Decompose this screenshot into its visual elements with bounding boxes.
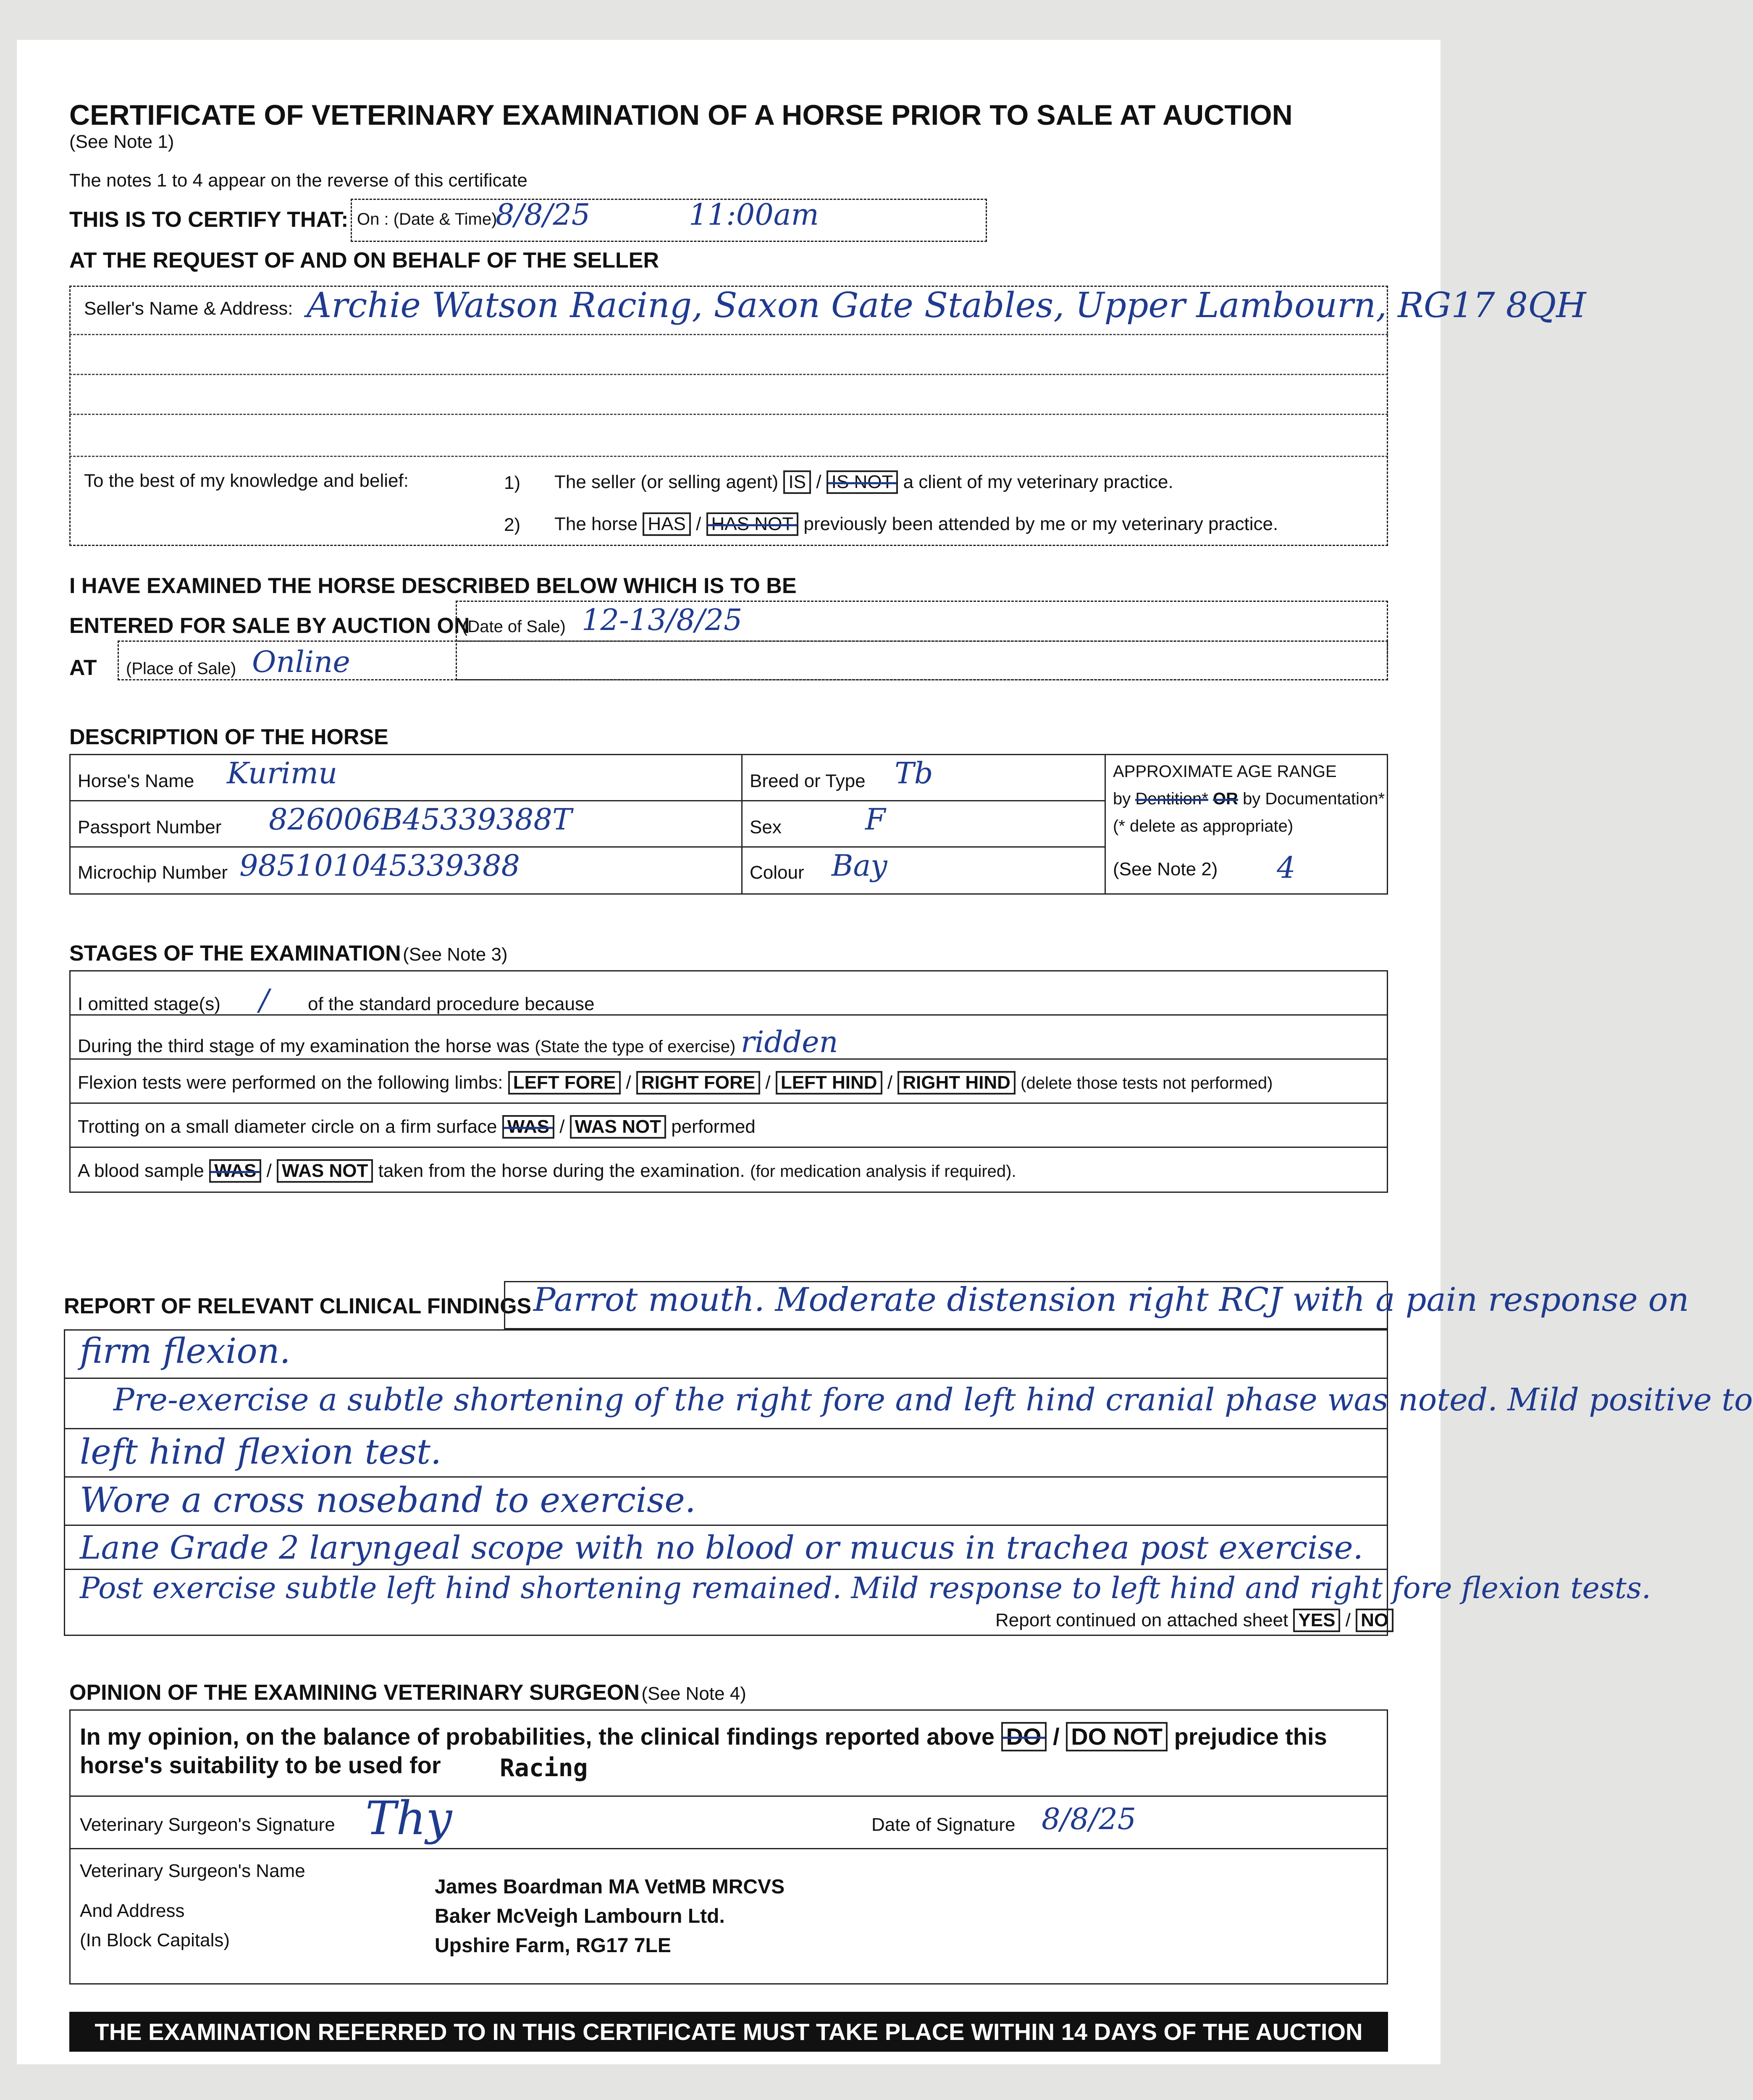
- trot-row: Trotting on a small diameter circle on a firm surface WAS / WAS NOT performed: [78, 1115, 756, 1139]
- colour-value[interactable]: Bay: [832, 848, 887, 883]
- report-rule-1: [64, 1378, 1388, 1379]
- report-line[interactable]: Post exercise subtle left hind shortening remained. Mild response to left hind and right fore flexion tests.: [80, 1571, 1651, 1605]
- blood-small: (for medication analysis if required).: [750, 1162, 1016, 1181]
- stages-heading: [69, 941, 508, 966]
- microchip-value[interactable]: 985101045339388: [239, 848, 520, 883]
- seller-value[interactable]: Archie Watson Racing, Saxon Gate Stables, Upper Lambourn, RG17 8QH: [307, 286, 1586, 326]
- sex-value[interactable]: F: [865, 802, 886, 837]
- report-rule-2: [64, 1428, 1388, 1429]
- sep: /: [696, 514, 701, 534]
- flexion-left-hind[interactable]: LEFT HIND: [776, 1071, 882, 1095]
- horse-name-value[interactable]: Kurimu: [227, 756, 338, 790]
- opinion-heading-note: (See Note 4): [641, 1683, 746, 1704]
- opinion-use-value[interactable]: Racing: [500, 1754, 588, 1782]
- age-dentition[interactable]: Dentition*: [1135, 790, 1208, 808]
- breed-value[interactable]: Tb: [895, 756, 933, 790]
- opinion-rule-2: [69, 1848, 1388, 1849]
- opinion-text-2: prejudice this: [1174, 1723, 1327, 1750]
- third-small: (State the type of exercise): [535, 1037, 736, 1056]
- place-of-sale-label: (Place of Sale): [126, 659, 236, 678]
- request-label: AT THE REQUEST OF AND ON BEHALF OF THE SELLER: [69, 248, 659, 273]
- opinion-text-3: horse's suitability to be used for: [80, 1752, 441, 1778]
- microchip-label: Microchip Number: [78, 862, 228, 883]
- stages-heading-text: STAGES OF THE EXAMINATION: [69, 941, 401, 966]
- knowledge-item-1: [554, 470, 1173, 494]
- vet-stamp-address: Upshire Farm, RG17 7LE: [435, 1935, 671, 1957]
- omitted-post: of the standard procedure because: [307, 994, 595, 1014]
- is-not-option[interactable]: IS NOT: [827, 470, 898, 494]
- knowledge-item-2: [554, 512, 1278, 536]
- certify-time[interactable]: 11:00am: [689, 197, 819, 232]
- desc-col-divider-1: [741, 754, 743, 895]
- passport-value[interactable]: 826006B45339388T: [269, 802, 572, 837]
- age-value[interactable]: 4: [1277, 850, 1296, 885]
- flexion-right-hind[interactable]: RIGHT HIND: [897, 1071, 1016, 1095]
- report-rule-5: [64, 1569, 1388, 1570]
- report-first-line[interactable]: Parrot mouth. Moderate distension right RCJ with a pain response on: [533, 1281, 1689, 1319]
- knowledge-item-1-post: a client of my veterinary practice.: [903, 472, 1173, 492]
- desc-col-divider-2: [1105, 754, 1106, 895]
- trot-pre: Trotting on a small diameter circle on a firm surface: [78, 1116, 497, 1137]
- seller-label: Seller's Name & Address:: [84, 298, 293, 319]
- stages-heading-note: (See Note 3): [403, 944, 508, 965]
- blood-post: taken from the horse during the examination.: [378, 1160, 745, 1181]
- desc-row-divider-2: [69, 846, 1105, 848]
- date-of-signature-value[interactable]: 8/8/25: [1042, 1802, 1136, 1836]
- age-range-title: APPROXIMATE AGE RANGE: [1113, 762, 1337, 781]
- vet-stamp-name: James Boardman MA VetMB MRCVS: [435, 1876, 785, 1898]
- report-line[interactable]: Pre-exercise a subtle shortening of the right fore and left hind cranial phase was noted. Mild positive to: [113, 1382, 1753, 1418]
- has-not-option[interactable]: HAS NOT: [706, 512, 799, 536]
- seller-line-3: [69, 414, 1388, 415]
- report-continued-label: Report continued on attached sheet: [995, 1610, 1289, 1630]
- report-continued: Report continued on attached sheet YES / NO: [995, 1609, 1393, 1632]
- has-option[interactable]: HAS: [643, 512, 690, 536]
- report-line[interactable]: firm flexion.: [80, 1331, 291, 1371]
- place-of-sale-value[interactable]: Online: [252, 645, 350, 679]
- trot-was-not-option[interactable]: WAS NOT: [570, 1115, 666, 1139]
- sex-label: Sex: [750, 817, 782, 837]
- examined-line-2: ENTERED FOR SALE BY AUCTION ON: [69, 614, 470, 638]
- date-of-signature-label: Date of Signature: [871, 1814, 1016, 1835]
- report-yes-option[interactable]: YES: [1293, 1609, 1340, 1632]
- omitted-value[interactable]: /: [259, 983, 269, 1017]
- report-line[interactable]: left hind flexion test.: [80, 1432, 442, 1472]
- age-by: by: [1113, 790, 1131, 808]
- third-stage-row: [78, 1025, 838, 1059]
- opinion-text-1: In my opinion, on the balance of probabilities, the clinical findings reported above: [80, 1723, 995, 1750]
- third-pre: During the third stage of my examination the horse was: [78, 1036, 530, 1056]
- opinion-rule-1: [69, 1796, 1388, 1797]
- knowledge-item-2-num: 2): [504, 514, 521, 535]
- report-heading: REPORT OF RELEVANT CLINICAL FINDINGS: [64, 1294, 532, 1318]
- opinion-text-row: In my opinion, on the balance of probabilities, the clinical findings reported above DO / DO NOT prejudice this: [80, 1722, 1327, 1751]
- signature-value[interactable]: Thy: [365, 1791, 452, 1845]
- notes-text: The notes 1 to 4 appear on the reverse of this certificate: [69, 170, 527, 191]
- trot-post: performed: [671, 1116, 756, 1137]
- vet-stamp-company: Baker McVeigh Lambourn Ltd.: [435, 1905, 725, 1927]
- at-label: AT: [69, 656, 97, 680]
- opinion-do-option[interactable]: DO: [1001, 1722, 1047, 1751]
- breed-label: Breed or Type: [750, 771, 866, 791]
- knowledge-label: To the best of my knowledge and belief:: [84, 470, 409, 491]
- knowledge-item-1-num: 1): [504, 472, 521, 493]
- knowledge-item-2-pre: The horse: [554, 514, 638, 534]
- age-or: OR: [1212, 790, 1238, 808]
- omitted-pre: I omitted stage(s): [78, 994, 220, 1014]
- flexion-right-fore[interactable]: RIGHT FORE: [636, 1071, 760, 1095]
- vet-name-label: Veterinary Surgeon's Name: [80, 1861, 305, 1881]
- age-delete-note: (* delete as appropriate): [1113, 817, 1294, 835]
- certify-label: THIS IS TO CERTIFY THAT:: [69, 207, 349, 232]
- age-see-note-2: (See Note 2): [1113, 859, 1218, 879]
- opinion-do-not-option[interactable]: DO NOT: [1066, 1722, 1168, 1751]
- report-rule-4: [64, 1525, 1388, 1526]
- description-heading: DESCRIPTION OF THE HORSE: [69, 725, 388, 749]
- sep: /: [816, 472, 821, 492]
- report-line[interactable]: Lane Grade 2 laryngeal scope with no blood or mucus in trachea post exercise.: [80, 1529, 1363, 1566]
- opinion-heading: [69, 1680, 746, 1705]
- is-option[interactable]: IS: [783, 470, 811, 494]
- passport-label: Passport Number: [78, 817, 222, 837]
- flexion-post: (delete those tests not performed): [1021, 1074, 1273, 1092]
- flexion-left-fore[interactable]: LEFT FORE: [508, 1071, 621, 1095]
- opinion-heading-text: OPINION OF THE EXAMINING VETERINARY SURGEON: [69, 1680, 640, 1705]
- horse-name-label: Horse's Name: [78, 771, 194, 791]
- signature-label: Veterinary Surgeon's Signature: [80, 1814, 335, 1835]
- see-note-1: (See Note 1): [69, 131, 174, 152]
- stages-row-4: [69, 1147, 1388, 1148]
- examined-line-1: I HAVE EXAMINED THE HORSE DESCRIBED BELOW WHICH IS TO BE: [69, 574, 797, 598]
- report-no-option[interactable]: NO: [1356, 1609, 1393, 1632]
- desc-row-divider-1: [69, 800, 1105, 801]
- stages-row-3: [69, 1102, 1388, 1104]
- age-range-options: [1113, 790, 1385, 808]
- page-title: CERTIFICATE OF VETERINARY EXAMINATION OF A HORSE PRIOR TO SALE AT AUCTION: [69, 99, 1293, 131]
- trot-was-option[interactable]: WAS: [502, 1115, 554, 1139]
- blood-row: A blood sample WAS / WAS NOT taken from the horse during the examination. (for medication analysis if required).: [78, 1159, 1016, 1183]
- omitted-row: [78, 983, 594, 1017]
- flexion-row: Flexion tests were performed on the following limbs: LEFT FORE / RIGHT FORE / LEFT HIND / RIGHT HIND (delete those tests not performed): [78, 1071, 1273, 1095]
- certificate-sheet: [17, 40, 1753, 2064]
- colour-label: Colour: [750, 862, 804, 883]
- certify-date[interactable]: 8/8/25: [496, 197, 590, 232]
- on-date-time-label: On : (Date & Time): [357, 210, 497, 228]
- knowledge-item-2-post: previously been attended by me or my veterinary practice.: [803, 514, 1278, 534]
- date-of-sale-label: (Date of Sale): [462, 617, 566, 636]
- report-line[interactable]: Wore a cross noseband to exercise.: [80, 1480, 696, 1520]
- vet-block-capitals-label: (In Block Capitals): [80, 1930, 230, 1950]
- blood-pre: A blood sample: [78, 1160, 204, 1181]
- seller-line-1: [69, 334, 1388, 335]
- seller-line-4: [69, 456, 1388, 457]
- blood-was-not-option[interactable]: WAS NOT: [277, 1159, 373, 1183]
- report-rule-3: [64, 1476, 1388, 1478]
- flexion-pre: Flexion tests were performed on the following limbs:: [78, 1072, 503, 1093]
- third-value[interactable]: ridden: [740, 1025, 838, 1059]
- seller-line-2: [69, 374, 1388, 375]
- date-of-sale-value[interactable]: 12-13/8/25: [582, 603, 743, 637]
- age-by-documentation[interactable]: by Documentation*: [1243, 790, 1385, 808]
- blood-was-option[interactable]: WAS: [209, 1159, 261, 1183]
- footer-banner: THE EXAMINATION REFERRED TO IN THIS CERTIFICATE MUST TAKE PLACE WITHIN 14 DAYS OF THE AUCTION: [69, 2012, 1388, 2052]
- vet-address-label: And Address: [80, 1900, 185, 1921]
- knowledge-item-1-pre: The seller (or selling agent): [554, 472, 779, 492]
